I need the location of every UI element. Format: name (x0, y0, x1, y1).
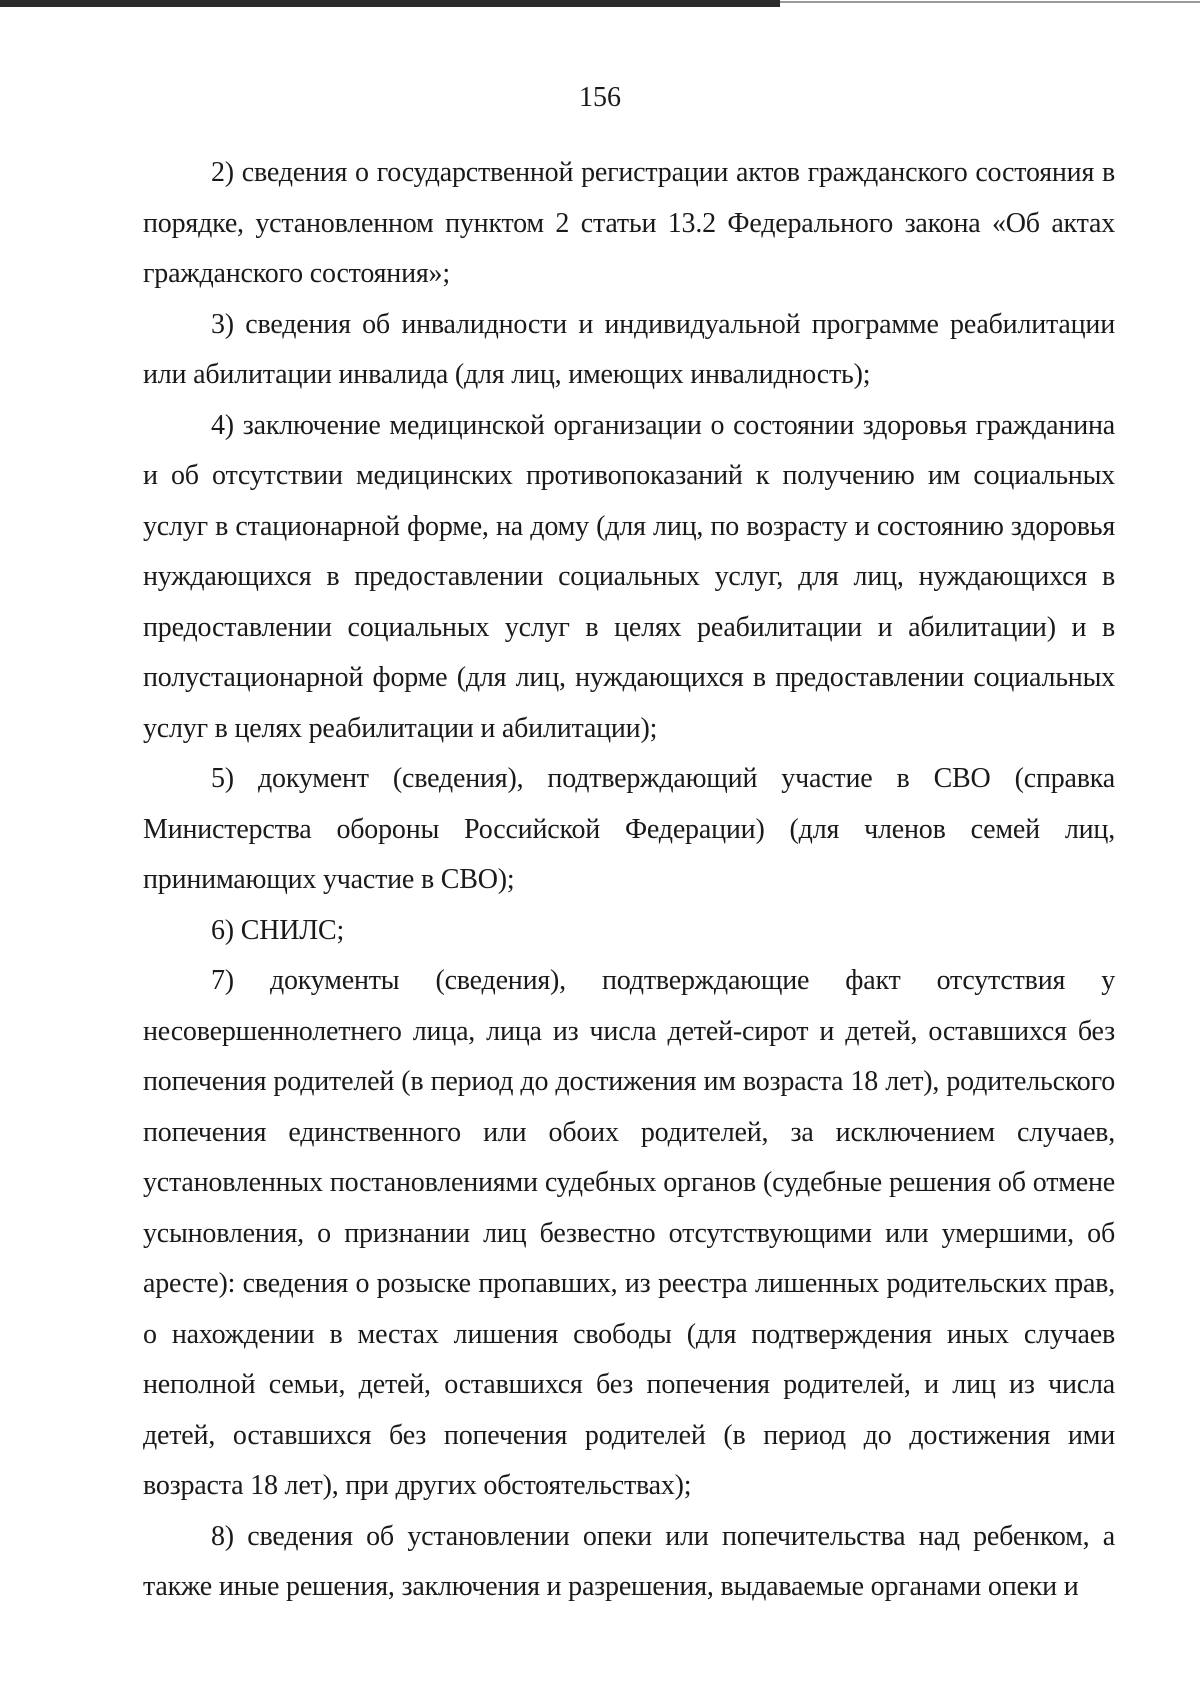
paragraph-item-2: 2) сведения о государственной регистрации актов гражданского состояния в порядке, установленном пунктом 2 статьи 13.2 Федерального закона «Об актах гражданского состояния»; (143, 157, 1115, 289)
paragraph-item-6: 6) СНИЛС; (211, 914, 345, 946)
page-number: 156 (579, 82, 621, 113)
paragraph-item-7: 7) документы (сведения), подтверждающие факт отсутствия у несовершеннолетнего лица, лица из числа детей-сирот и детей, оставшихся без попечения родителей (в период до достижения им возраста 18 лет), родительского попечения единственного или обоих родителей, за исключением случаев, установленных постановлениями судебных органов (судебные решения об отмене усыновления, о признании лиц безвестно отсутствующими или умершими, об аресте): сведения о розыске пропавших, из реестра лишенных родительских прав, о нахождении в местах лишения свободы (для подтверждения иных случаев неполной семьи, детей, оставшихся без попечения родителей, и лиц из числа детей, оставшихся без попечения родителей (в период до достижения ими возраста 18 лет), при других обстоятельствах); (143, 965, 1115, 1501)
scan-top-edge-line-thin (780, 1, 1200, 3)
paragraph-item-4: 4) заключение медицинской организации о состоянии здоровья гражданина и об отсутствии медицинских противопоказаний к получению им социальных услуг в стационарной форме, на дому (для лиц, по возрасту и состоянию здоровья нуждающихся в предоставлении социальных услуг, для лиц, нуждающихся в предоставлении социальных услуг в целях реабилитации и абилитации) и в полустационарной форме (для лиц, нуждающихся в предоставлении социальных услуг в целях реабилитации и абилитации); (143, 409, 1115, 744)
paragraph-item-8: 8) сведения об установлении опеки или попечительства над ребенком, а также иные решения, заключения и разрешения, выдаваемые органами опеки и (143, 1520, 1115, 1602)
scan-top-edge-line (0, 0, 780, 7)
document-body (143, 148, 1115, 1613)
paragraph-item-3: 3) сведения об инвалидности и индивидуальной программе реабилитации или абилитации инвалида (для лиц, имеющих инвалидность); (143, 308, 1115, 390)
paragraph-item-5: 5) документ (сведения), подтверждающий участие в СВО (справка Министерства обороны Российской Федерации) (для членов семей лиц, принимающих участие в СВО); (143, 763, 1115, 895)
